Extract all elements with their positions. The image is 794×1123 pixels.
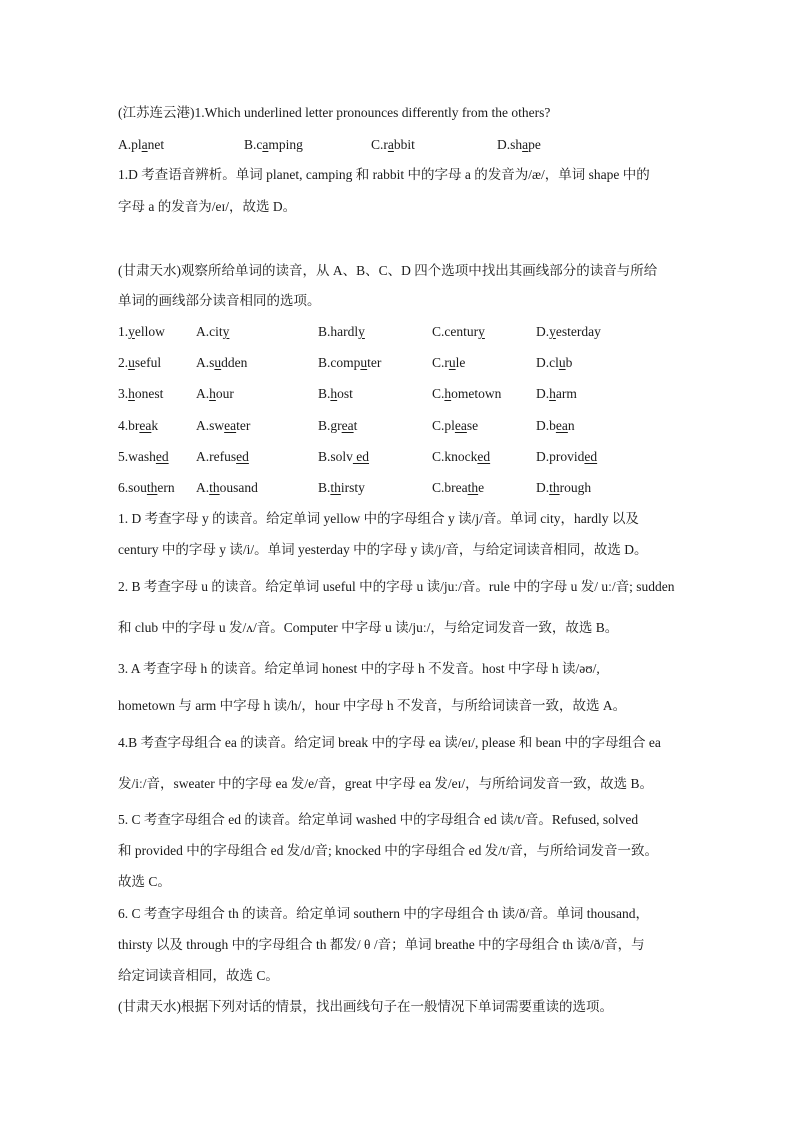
q2-explanation-line: 3. A 考查字母 h 的读音。给定单词 honest 中的字母 h 不发音。host 中字母 h 读/əʊ/, <box>118 661 600 676</box>
q2-intro-line-2: 单词的画线部分读音相同的选项。 <box>118 293 321 308</box>
q2-explanation-line: 5. C 考查字母组合 ed 的读音。给定单词 washed 中的字母组合 ed 读/t/音。Refused, solved <box>118 812 639 827</box>
q2-explanation-line: century 中的字母 y 读/i/。单词 yesterday 中的字母 y 读/j/音，与给定词读音相同，故选 D。 <box>118 542 648 557</box>
q2-row1-option-d: D.yesterday <box>536 324 601 339</box>
q1-option-d: D.shape <box>497 137 541 152</box>
q2-row6-given: 6.southern <box>118 480 175 495</box>
q2-explanation-line: 4.B 考查字母组合 ea 的读音。给定词 break 中的字母 ea 读/eɪ/, please 和 bean 中的字母组合 ea <box>118 735 661 750</box>
q2-row4-option-c: C.please <box>432 418 479 433</box>
q2-row4-option-d: D.bean <box>536 418 575 433</box>
q2-row1-given: 1.yellow <box>118 324 165 339</box>
q2-row3-given: 3.honest <box>118 386 164 401</box>
q2-row6-option-c: C.breathe <box>432 480 485 495</box>
q2-explanation-line: 和 provided 中的字母组合 ed 发/d/音; knocked 中的字母组合 ed 发/t/音，与所给词发音一致。 <box>118 843 658 858</box>
q2-row6-option-b: B.thirsty <box>318 480 365 495</box>
q2-row5-option-b: B.solv ed <box>318 449 370 464</box>
q2-explanation-line: 和 club 中的字母 u 发/ʌ/音。Computer 中字母 u 读/juː/，与给定词发音一致，故选 B。 <box>118 620 619 635</box>
q2-row1-option-b: B.hardly <box>318 324 365 339</box>
q2-row5-option-d: D.provided <box>536 449 598 464</box>
q2-row2-given: 2.useful <box>118 355 162 370</box>
q2-row4-option-a: A.sweater <box>196 418 251 433</box>
q2-intro-line-1: (甘肃天水)观察所给单词的读音，从 A、B、C、D 四个选项中找出其画线部分的读音与所给 <box>118 263 658 278</box>
q2-row2-option-c: C.rule <box>432 355 466 370</box>
q2-row2-option-a: A.sudden <box>196 355 248 370</box>
q2-explanation-line: 6. C 考查字母组合 th 的读音。给定单词 southern 中的字母组合 th 读/ð/音。单词 thousand， <box>118 906 649 921</box>
q1-option-c: C.rabbit <box>371 137 415 152</box>
q2-row6-option-d: D.through <box>536 480 592 495</box>
q2-row2-option-d: D.club <box>536 355 573 370</box>
q1-option-b: B.camping <box>244 137 303 152</box>
q2-explanation-line: hometown 与 arm 中字母 h 读/h/，hour 中字母 h 不发音，与所给词读音一致，故选 A。 <box>118 698 627 713</box>
q2-row3-option-c: C.hometown <box>432 386 502 401</box>
q1-option-a: A.planet <box>118 137 165 152</box>
q2-row4-option-b: B.great <box>318 418 358 433</box>
q1-answer-line-2: 字母 a 的发音为/eɪ/，故选 D。 <box>118 199 297 214</box>
q2-explanation-line: 1. D 考查字母 y 的读音。给定单词 yellow 中的字母组合 y 读/j/音。单词 city，hardly 以及 <box>118 511 639 526</box>
q2-row3-option-a: A.hour <box>196 386 234 401</box>
q2-explanation-line: 2. B 考查字母 u 的读音。给定单词 useful 中的字母 u 读/juː/音。rule 中的字母 u 发/ uː/音; sudden <box>118 579 675 594</box>
q2-explanation-line: 给定词读音相同，故选 C。 <box>118 968 279 983</box>
q2-row5-option-a: A.refused <box>196 449 249 464</box>
q2-row5-option-c: C.knocked <box>432 449 491 464</box>
q1-heading: (江苏连云港)1.Which underlined letter pronounces differently from the others? <box>118 105 551 120</box>
q2-row2-option-b: B.computer <box>318 355 382 370</box>
q3-intro: (甘肃天水)根据下列对话的情景，找出画线句子在一般情况下单词需要重读的选项。 <box>118 999 613 1014</box>
q2-explanation-line: 发/iː/音，sweater 中的字母 ea 发/e/音，great 中字母 ea 发/eɪ/，与所给词发音一致，故选 B。 <box>118 776 654 791</box>
q2-explanation-line: 故选 C。 <box>118 874 171 889</box>
q2-row3-option-b: B.host <box>318 386 353 401</box>
q2-explanation-line: thirsty 以及 through 中的字母组合 th 都发/ θ /音；单词 breathe 中的字母组合 th 读/ð/音，与 <box>118 937 645 952</box>
q1-answer-line-1: 1.D 考查语音辨析。单词 planet, camping 和 rabbit 中的字母 a 的发音为/æ/，单词 shape 中的 <box>118 167 650 182</box>
q2-row3-option-d: D.harm <box>536 386 577 401</box>
q2-row1-option-a: A.city <box>196 324 230 339</box>
q2-row6-option-a: A.thousand <box>196 480 258 495</box>
q2-row5-given: 5.washed <box>118 449 169 464</box>
q2-row1-option-c: C.century <box>432 324 485 339</box>
q2-row4-given: 4.break <box>118 418 159 433</box>
